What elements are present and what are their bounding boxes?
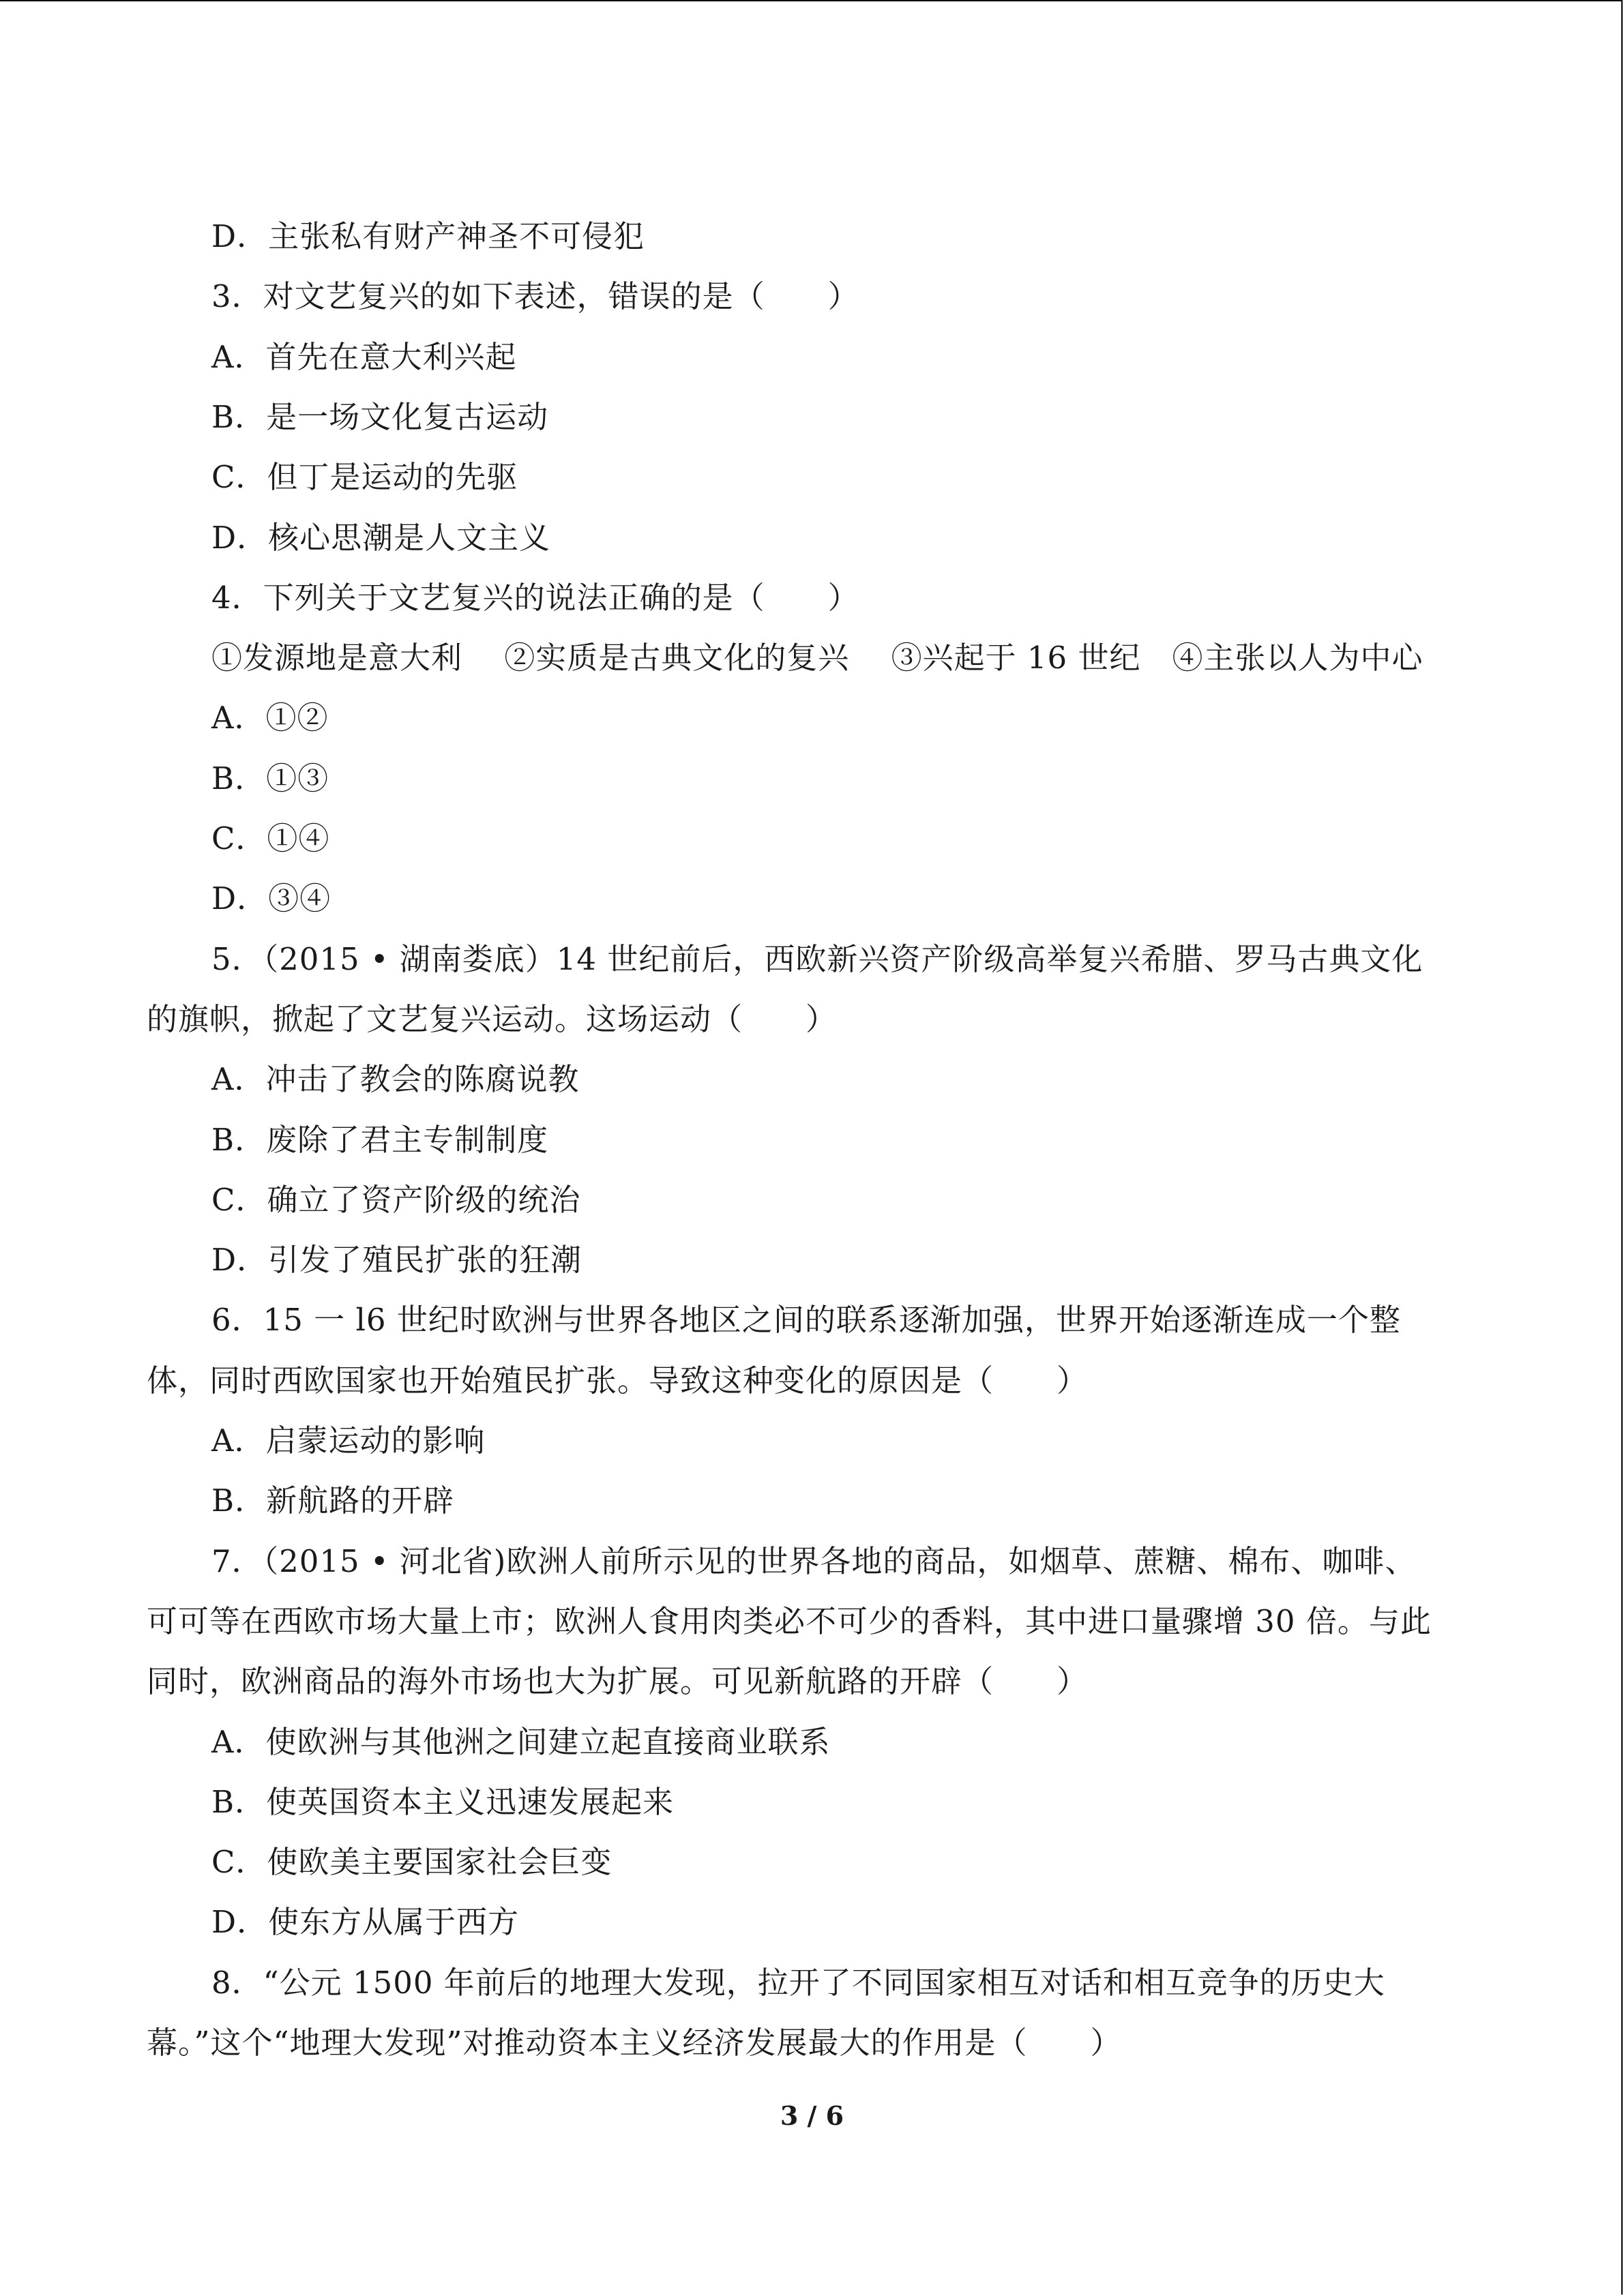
document-line: 4．下列关于文艺复兴的说法正确的是（ ） xyxy=(211,580,859,616)
document-line: B．新航路的开辟 xyxy=(211,1482,455,1519)
document-line: D．使东方从属于西方 xyxy=(211,1904,520,1940)
document-line: 可可等在西欧市场大量上市；欧洲人食用肉类必不可少的香料，其中进口量骤增 30 倍。与此 xyxy=(147,1603,1432,1639)
document-line: B．使英国资本主义迅速发展起来 xyxy=(211,1784,675,1820)
document-line: D．引发了殖民扩张的狂潮 xyxy=(211,1242,582,1278)
document-line: C．确立了资产阶级的统治 xyxy=(211,1182,581,1218)
page-number: 3 / 6 xyxy=(780,2100,844,2131)
document-line: ①发源地是意大利 ②实质是古典文化的复兴 ③兴起于 16 世纪 ④主张以人为中心 xyxy=(211,640,1423,676)
document-line: A．启蒙运动的影响 xyxy=(211,1422,486,1459)
document-line: B．是一场文化复古运动 xyxy=(211,399,549,435)
document-line: 体，同时西欧国家也开始殖民扩张。导致这种变化的原因是（ ） xyxy=(147,1362,1089,1399)
document-line: A．首先在意大利兴起 xyxy=(211,339,517,375)
document-line: 5．（2015 • 湖南娄底）14 世纪前后，西欧新兴资产阶级高举复兴希腊、罗马古典文化 xyxy=(211,941,1423,977)
document-line: 7．（2015 • 河北省)欧洲人前所示见的世界各地的商品，如烟草、蔗糖、棉布、咖啡、 xyxy=(211,1543,1417,1579)
document-line: C．①④ xyxy=(211,820,330,856)
document-line: B．废除了君主专制制度 xyxy=(211,1122,549,1158)
document-line: 的旗帜，掀起了文艺复兴运动。这场运动（ ） xyxy=(147,1001,838,1037)
document-line: D．核心思潮是人文主义 xyxy=(211,520,551,556)
document-line: 6．15 一 l6 世纪时欧洲与世界各地区之间的联系逐渐加强，世界开始逐渐连成一个整 xyxy=(211,1302,1401,1338)
document-line: D．③④ xyxy=(211,880,331,916)
document-line: 幕。”这个“地理大发现”对推动资本主义经济发展最大的作用是（ ） xyxy=(147,2025,1122,2061)
document-line: 3．对文艺复兴的如下表述，错误的是（ ） xyxy=(211,278,859,314)
document-line: 8．“公元 1500 年前后的地理大发现，拉开了不同国家相互对话和相互竞争的历史大 xyxy=(211,1965,1385,2001)
document-line: A．①② xyxy=(211,700,329,736)
document-line: D．主张私有财产神圣不可侵犯 xyxy=(211,218,645,254)
document-line: A．冲击了教会的陈腐说教 xyxy=(211,1061,580,1097)
document-line: 同时，欧洲商品的海外市场也大为扩展。可见新航路的开辟（ ） xyxy=(147,1663,1089,1699)
document-line: A．使欧洲与其他洲之间建立起直接商业联系 xyxy=(211,1724,831,1760)
document-line: B．①③ xyxy=(211,760,329,796)
document-line: C．使欧美主要国家社会巨变 xyxy=(211,1844,612,1880)
document-line: C．但丁是运动的先驱 xyxy=(211,459,518,495)
